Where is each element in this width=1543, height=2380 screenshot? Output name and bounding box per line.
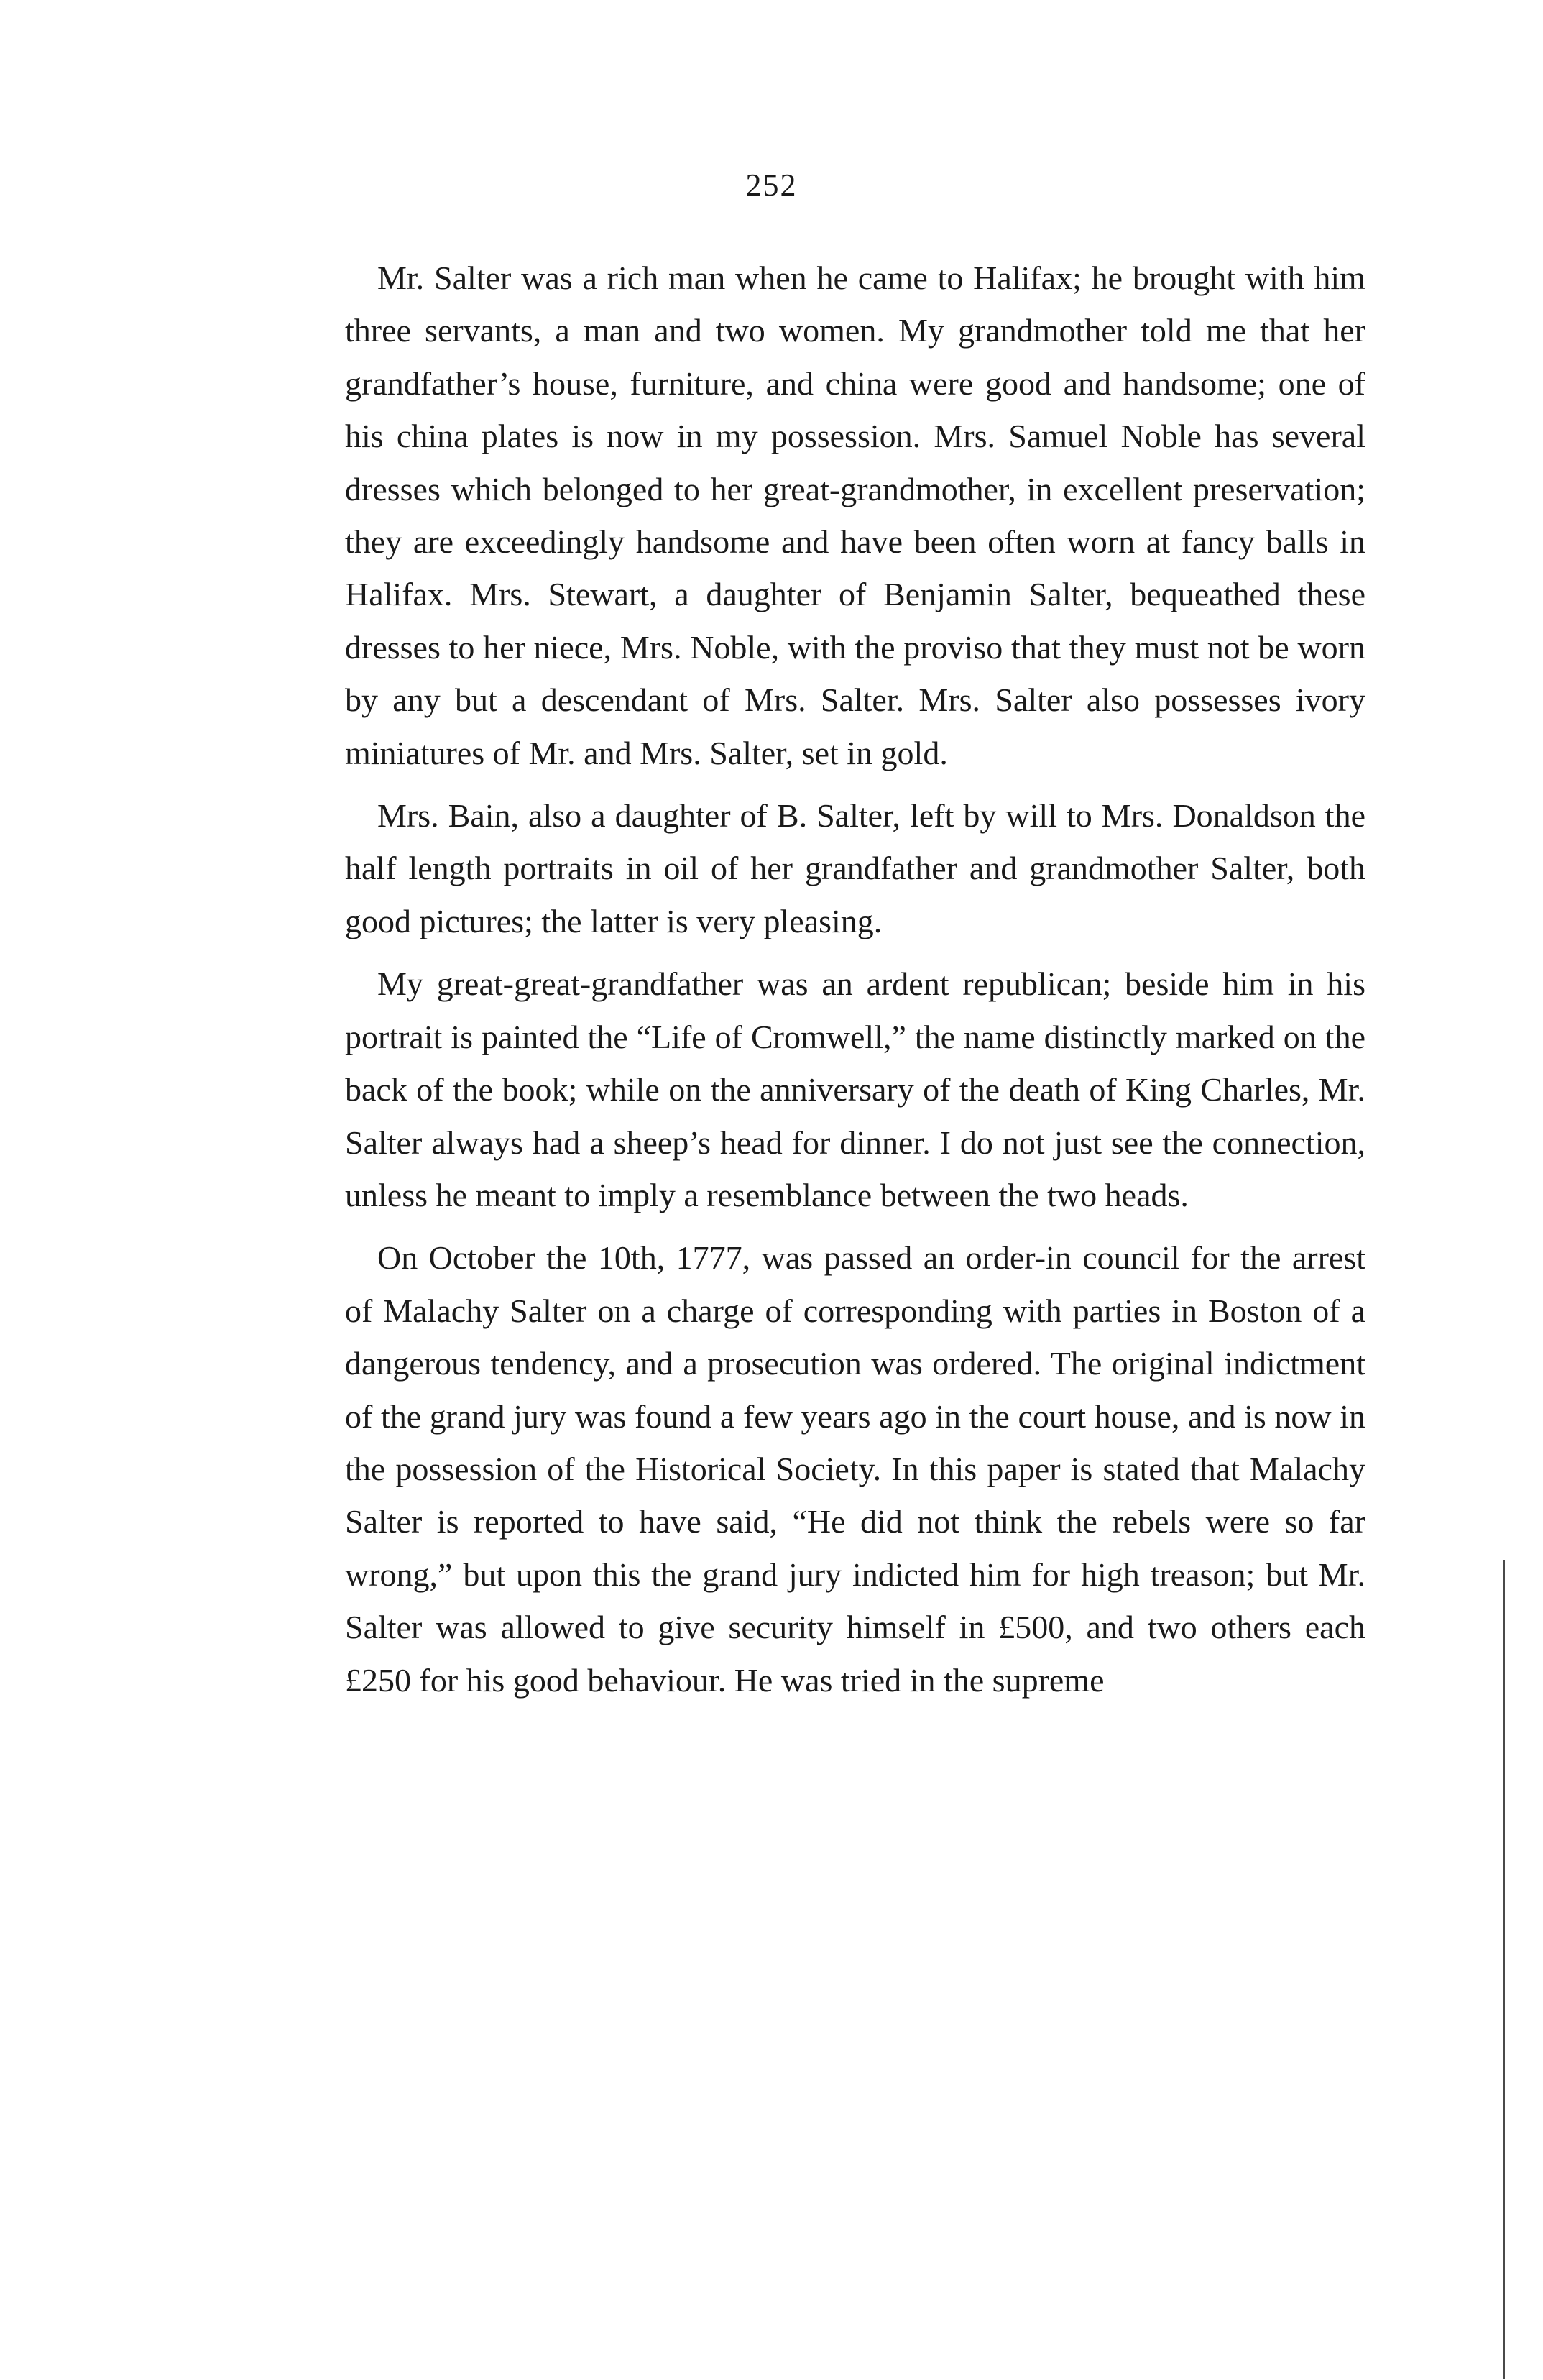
body-text <box>345 252 1365 1706</box>
paragraph-arrest-order: On October the 10th, 1777, was passed an order-in council for the arrest of Malachy Salter on a charge of corresponding with parties in Boston of a dangerous tendency, and a prosecution was ordered. The original indictment of the grand jury was found a few years ago in the court house, and is now in the possession of the Historical Society. In this paper is stated that Malachy Salter is reported to have said, “He did not think the rebels were so far wrong,” but upon this the grand jury indicted him for high treason; but Mr. Salter was allowed to give security himself in £500, and two others each £250 for his good behaviour. He was tried in the supreme <box>345 1239 1365 1699</box>
paragraph-salter-household: Mr. Salter was a rich man when he came to Halifax; he brought with him three servants, a man and two women. My grandmother told me that her grandfather’s house, furniture, and china were good and handsome; one of his china plates is now in my possession. Mrs. Samuel Noble has several dresses which belonged to her great-grandmother, in excellent preservation; they are exceedingly handsome and have been often worn at fancy balls in Halifax. Mrs. Stewart, a daughter of Benjamin Salter, bequeathed these dresses to her niece, Mrs. Noble, with the proviso that they must not be worn by any but a descendant of Mrs. Salter. Mrs. Salter also possesses ivory miniatures of Mr. and Mrs. Salter, set in gold. <box>345 259 1365 771</box>
page-number: 252 <box>745 167 798 203</box>
paragraph-bain-portraits: Mrs. Bain, also a daughter of B. Salter, left by will to Mrs. Donaldson the half length portraits in oil of her grandfather and grandmother Salter, both good pictures; the latter is very pleasing. <box>345 797 1365 939</box>
margin-rule <box>1503 1560 1505 2379</box>
paragraph-republican: My great-great-grandfather was an ardent republican; beside him in his portrait is painted the “Life of Cromwell,” the name distinctly marked on the back of the book; while on the anniversary of the death of King Charles, Mr. Salter always had a sheep’s head for dinner. I do not just see the connection, unless he meant to imply a resemblance between the two heads. <box>345 965 1365 1213</box>
